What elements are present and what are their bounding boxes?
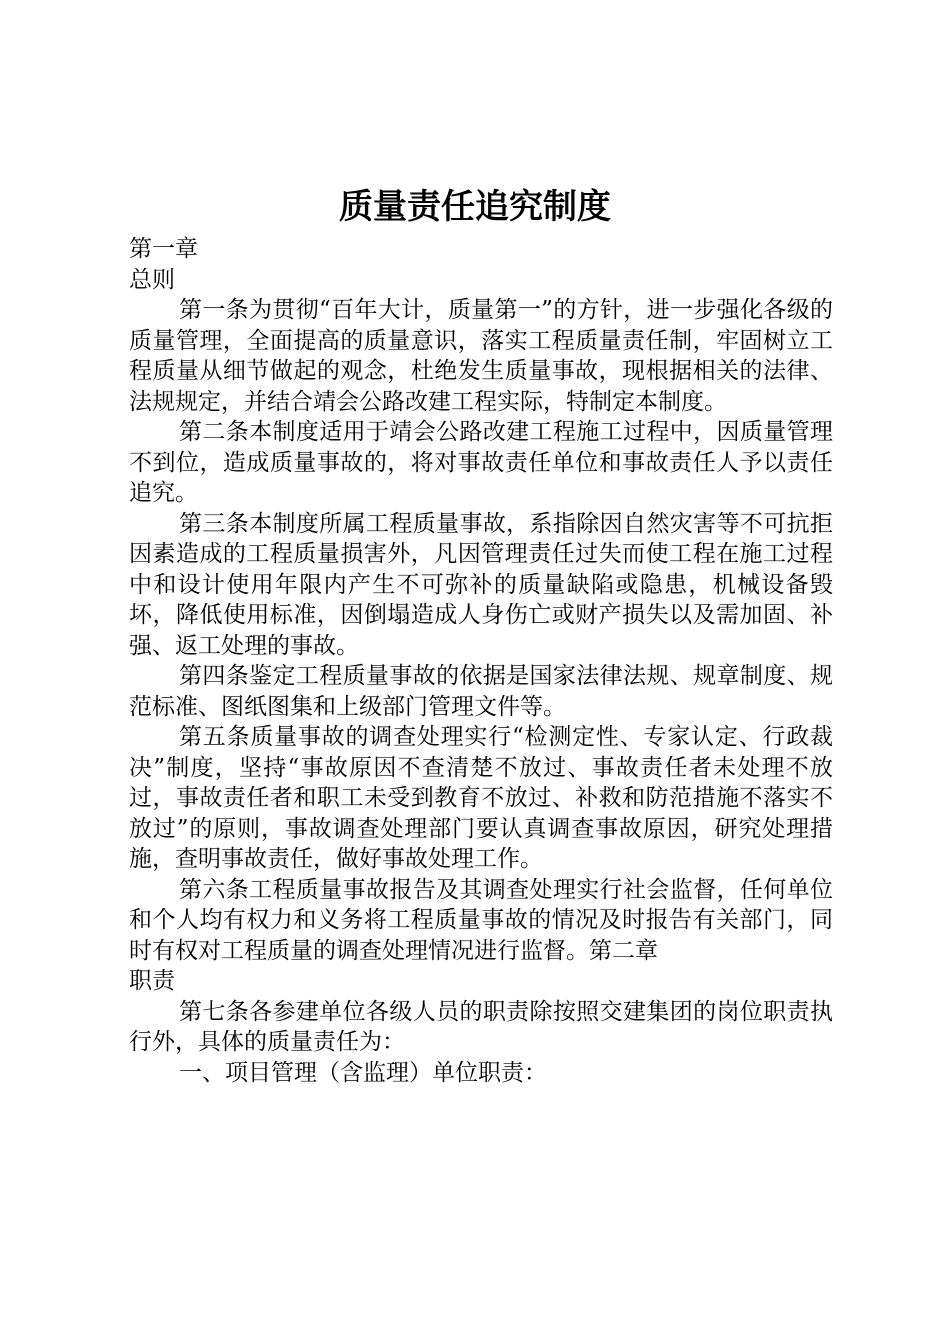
- section-heading: 总则: [129, 266, 175, 293]
- section-heading: 职责: [129, 968, 175, 994]
- document-title: 质量责任追究制度: [339, 187, 611, 227]
- article-paragraph: 第四条鉴定工程质量事故的依据是国家法律法规、规章制度、规范标准、图纸图集和上级部门管理文件等。: [129, 663, 833, 720]
- article-paragraph: 第五条质量事故的调查处理实行“检测定性、专家认定、行政裁决”制度，坚持“事故原因不查清楚不放过、事故责任者未处理不放过，事故责任者和职工未受到教育不放过、补救和防范措施不落实不放过”的原则，事故调查处理部门要认真调查事故原因，研究处理措施，查明事故责任，做好事故处理工作。: [129, 724, 833, 872]
- document-body: [129, 234, 833, 1088]
- article-paragraph: 第七条各参建单位各级人员的职责除按照交建集团的岗位职责执行外，具体的质量责任为：: [129, 998, 833, 1055]
- article-paragraph: 第一条为贯彻“百年大计，质量第一”的方针，进一步强化各级的质量管理，全面提高的质量意识，落实工程质量责任制，牢固树立工程质量从细节做起的观念，杜绝发生质量事故，现根据相关的法律、法规规定，并结合靖会公路改建工程实际，特制定本制度。: [129, 297, 833, 415]
- article-paragraph: 第二条本制度适用于靖会公路改建工程施工过程中，因质量管理不到位，造成质量事故的，将对事故责任单位和事故责任人予以责任追究。: [129, 419, 833, 506]
- article-paragraph: 第六条工程质量事故报告及其调查处理实行社会监督，任何单位和个人均有权力和义务将工程质量事故的情况及时报告有关部门，同时有权对工程质量的调查处理情况进行监督。第二章: [129, 876, 833, 964]
- list-item-paragraph: 一、项目管理（含监理）单位职责：: [179, 1059, 547, 1086]
- chapter-heading: 第一章: [129, 236, 198, 262]
- article-paragraph: 第三条本制度所属工程质量事故，系指除因自然灾害等不可抗拒因素造成的工程质量损害外，凡因管理责任过失而使工程在施工过程中和设计使用年限内产生不可弥补的质量缺陷或隐患，机械设备毁坏，降低使用标准，因倒塌造成人身伤亡或财产损失以及需加固、补强、返工处理的事故。: [129, 510, 833, 659]
